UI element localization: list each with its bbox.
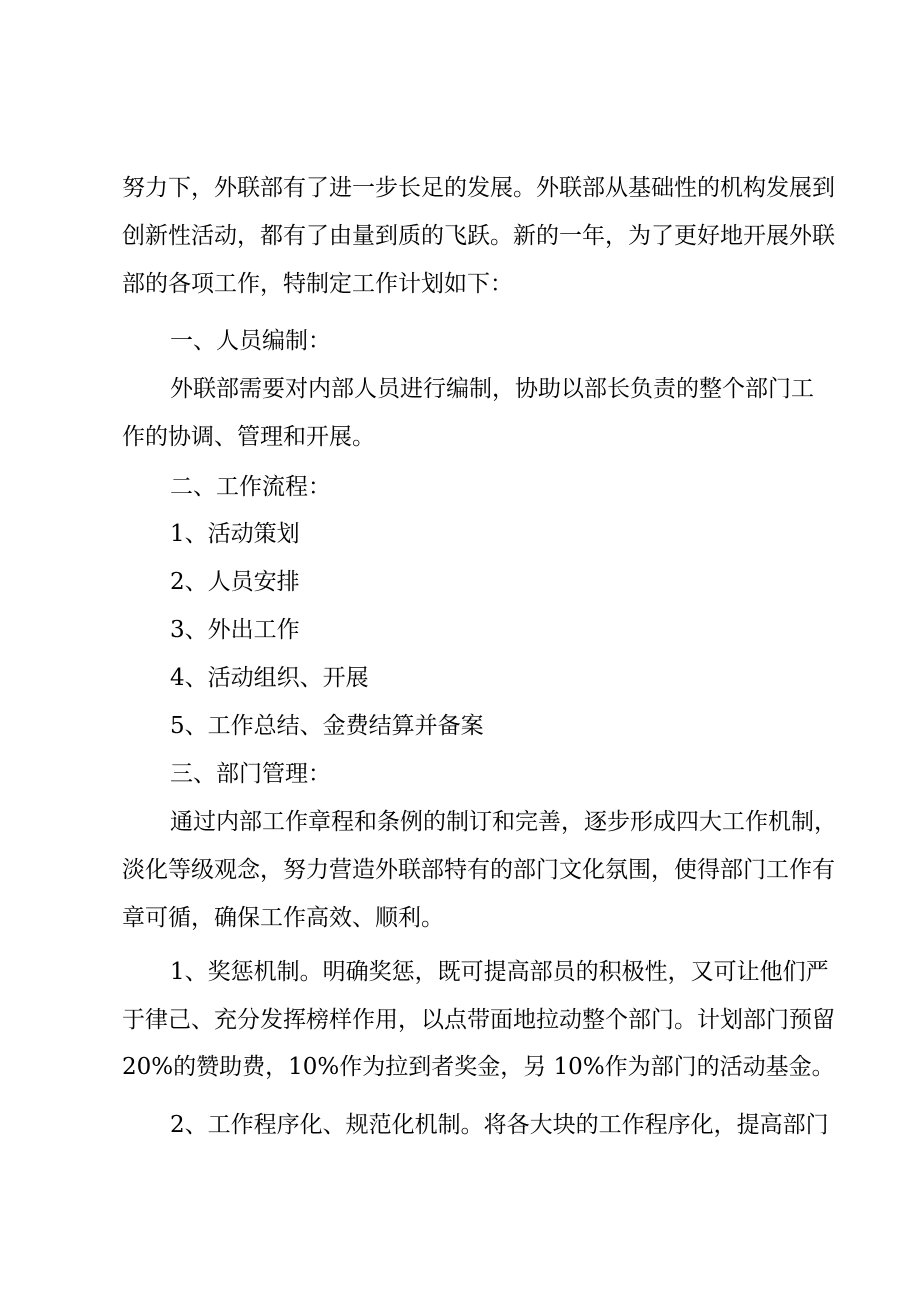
list-item: 2、人员安排 (170, 569, 300, 595)
paragraph-line: 部的各项工作，特制定工作计划如下： (122, 271, 513, 297)
section-heading: 一、人员编制： (170, 328, 331, 354)
paragraph-line: 20%的赞助费，10%作为拉到者奖金，另 10%作为部门的活动基金。 (122, 1054, 835, 1080)
list-item: 4、活动组织、开展 (170, 665, 369, 691)
paragraph-line: 努力下，外联部有了进一步长足的发展。外联部从基础性的机构发展到 (122, 175, 835, 201)
paragraph-line: 通过内部工作章程和条例的制订和完善，逐步形成四大工作机制， (170, 809, 837, 835)
list-item: 3、外出工作 (170, 617, 300, 643)
section-heading: 三、部门管理： (170, 761, 331, 787)
paragraph-line: 1、奖惩机制。明确奖惩，既可提高部员的积极性，又可让他们严 (170, 959, 829, 985)
paragraph-line: 于律己、充分发挥榜样作用，以点带面地拉动整个部门。计划部门预留 (122, 1007, 835, 1033)
paragraph-line: 淡化等级观念，努力营造外联部特有的部门文化氛围，使得部门工作有 (122, 857, 835, 883)
section-heading: 二、工作流程： (170, 474, 331, 500)
paragraph-line: 外联部需要对内部人员进行编制，协助以部长负责的整个部门工 (170, 376, 814, 402)
paragraph-line: 创新性活动，都有了由量到质的飞跃。新的一年，为了更好地开展外联 (122, 223, 835, 249)
paragraph-line: 章可循，确保工作高效、顺利。 (122, 905, 444, 931)
paragraph-line: 2、工作程序化、规范化机制。将各大块的工作程序化，提高部门 (170, 1112, 829, 1138)
list-item: 1、活动策划 (170, 521, 300, 547)
paragraph-line: 作的协调、管理和开展。 (122, 424, 375, 450)
list-item: 5、工作总结、金费结算并备案 (170, 713, 484, 739)
